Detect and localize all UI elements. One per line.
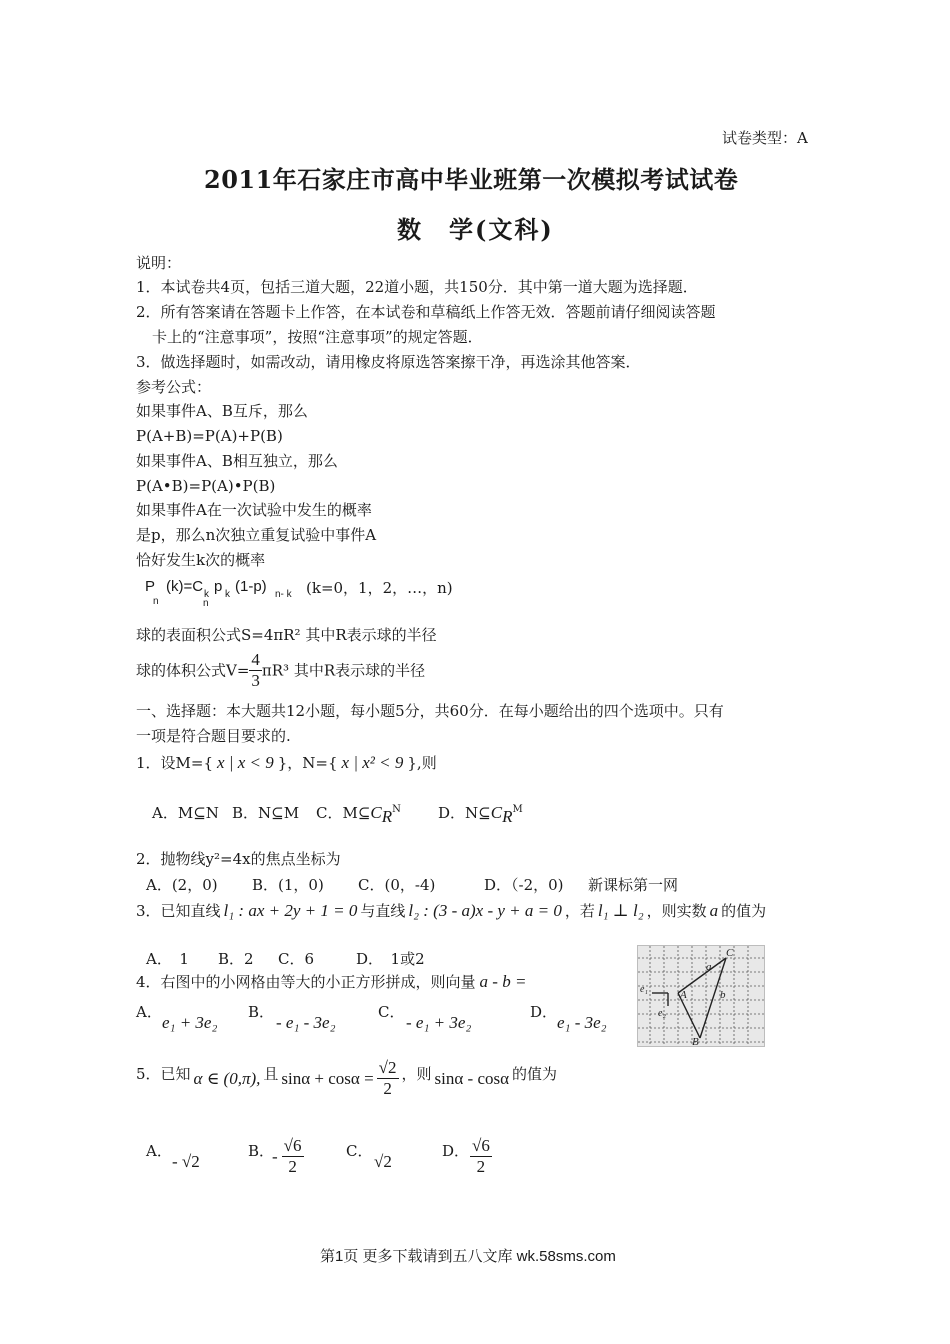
- q5-option-b-label: B．: [248, 1142, 275, 1160]
- q1-option-c-prefix: C．M⊆: [316, 804, 371, 822]
- q2-option-c: C．(0，-4): [358, 876, 436, 894]
- instruction-item: 2．所有答案请在答题卡上作答，在本试卷和草稿纸上作答无效．答题前请仔细阅读答题: [136, 303, 716, 321]
- formula-exclusive: P(A+B)=P(A)+P(B): [136, 427, 283, 445]
- binomial-body: (k)=C: [166, 578, 204, 595]
- label-b: b: [720, 989, 726, 1001]
- binomial-n-sub: n: [203, 598, 209, 609]
- binomial-sub-n: n: [153, 596, 159, 607]
- grid-lines: [638, 946, 764, 1046]
- q1-option-c-r: R: [381, 807, 393, 826]
- q1-option-d-set: M: [512, 804, 523, 815]
- paper-type: 试卷类型：A: [722, 129, 808, 147]
- section-intro: 一项是符合题目要求的.: [136, 727, 291, 745]
- q5-option-a: - √2: [172, 1152, 200, 1171]
- vector-a: [678, 958, 726, 993]
- q4-option-b: - e₁ - 3e₂: [276, 1013, 336, 1032]
- instruction-item: 1．本试卷共4页，包括三道大题，22道小题，共150分．其中第一道大题为选择题．: [136, 278, 698, 296]
- page-footer: 第1页 更多下载请到五八文库 wk.58sms.com: [320, 1248, 616, 1265]
- q4-option-d: e₁ - 3e₂: [557, 1013, 607, 1032]
- formula-independent: P(A•B)=P(A)•P(B): [136, 477, 276, 495]
- formula-independent-text: 如果事件A、B相互独立，那么: [136, 452, 338, 470]
- fraction-denominator: 2: [476, 1157, 486, 1176]
- fraction-numerator: √2: [378, 1058, 397, 1077]
- binomial-p-var: p: [214, 578, 223, 595]
- q2-option-b: B．(1，0): [252, 876, 324, 894]
- q5-end: 的值为: [512, 1065, 558, 1083]
- q5-option-d: [470, 1136, 492, 1177]
- q4-option-c: - e₁ + 3e₂: [406, 1013, 472, 1032]
- q5-and: 且: [263, 1065, 279, 1083]
- watermark-text: 新课标第一网: [588, 876, 679, 894]
- q2-option-a: A．(2，0): [146, 876, 218, 894]
- sphere-area-formula: 球的表面积公式S=4πR² 其中R表示球的半径: [136, 626, 437, 644]
- q5-lead: 5．已知: [136, 1065, 191, 1083]
- q1-set-m: x | x < 9: [217, 753, 274, 772]
- q5-condition: α ∈ (0,π),: [193, 1068, 261, 1088]
- fraction-numerator: √6: [283, 1136, 302, 1155]
- sphere-volume-prefix: 球的体积公式V=: [136, 661, 250, 680]
- fraction-denominator: 3: [251, 671, 260, 690]
- q5-fraction: [377, 1058, 399, 1099]
- binomial-nk-exp: n- k: [275, 589, 292, 600]
- instruction-item: 3．做选择题时，如需改动，请用橡皮将原选答案擦干净，再选涂其他答案．: [136, 353, 641, 371]
- q4-option-d-label: D．: [530, 1003, 558, 1021]
- label-e2: e₂: [658, 1008, 666, 1019]
- q5-target: sinα - cosα: [434, 1068, 510, 1088]
- binomial-range: (k=0，1，2，…，n): [306, 579, 453, 597]
- q5-option-c: √2: [374, 1152, 392, 1171]
- q1-option-c: [316, 802, 401, 827]
- q1-option-c-complement: C: [370, 803, 382, 822]
- q5-option-b-sign: -: [272, 1146, 278, 1166]
- q3-perpendicular: l₁ ⊥ l₂: [597, 901, 644, 920]
- q3-if: ，若: [564, 902, 595, 920]
- q4-option-c-label: C．: [378, 1003, 405, 1021]
- q5-expression: sinα + cosα =: [281, 1068, 374, 1088]
- instruction-item: 卡上的“注意事项”，按照“注意事项”的规定答题．: [152, 328, 483, 346]
- binomial-k-sub: k: [204, 589, 209, 600]
- question-4: [136, 972, 526, 992]
- q5-option-b: [272, 1136, 304, 1177]
- q3-option-d: D． 1或2: [356, 950, 425, 968]
- q5-option-c-label: C．: [346, 1142, 373, 1160]
- fraction-denominator: 2: [383, 1079, 392, 1098]
- q1-option-d-complement: C: [490, 803, 503, 822]
- q4-option-b-label: B．: [248, 1003, 275, 1021]
- label-B: B: [692, 1036, 699, 1046]
- label-e1: e₁: [640, 984, 648, 995]
- q4-option-a-label: A．: [136, 1003, 162, 1021]
- formula-binomial-text: 恰好发生k次的概率: [136, 551, 266, 569]
- q2-option-d: D．（-2，0): [484, 876, 564, 894]
- q3-option-a: A． 1: [146, 950, 189, 968]
- q3-var-a: a: [709, 901, 719, 920]
- binomial-one-minus-p: (1-p): [235, 578, 267, 595]
- q3-option-b: B．2: [218, 950, 254, 968]
- exam-subtitle: 数 学(文科): [397, 215, 554, 244]
- q1-option-c-set: N: [392, 804, 401, 815]
- q1-option-b: B．N⊆M: [232, 804, 300, 822]
- q5-option-a-label: A．: [146, 1142, 172, 1160]
- q4-expression: a - b =: [479, 972, 527, 991]
- binomial-p: P: [145, 578, 156, 595]
- q1-lead: 1．设M={: [136, 754, 214, 772]
- question-5: [136, 1058, 557, 1110]
- sphere-volume-fraction: [249, 650, 262, 691]
- question-1: [136, 753, 437, 773]
- q3-end: 的值为: [721, 902, 767, 920]
- formula-binomial-text: 是p，那么n次独立重复试验中事件A: [136, 526, 377, 544]
- q5-option-d-fraction: [470, 1136, 492, 1177]
- q4-stem: 4．右图中的小网格由等大的小正方形拼成，则向量: [136, 973, 476, 991]
- question-2: 2．抛物线y²=4x的焦点坐标为: [136, 850, 341, 868]
- q1-option-d-prefix: D．N⊆: [438, 804, 491, 822]
- fraction-numerator: 4: [251, 650, 260, 669]
- q1-option-a: A．M⊆N: [152, 804, 219, 822]
- vector-grid-svg: [638, 946, 764, 1046]
- q3-mid: 与直线: [360, 902, 406, 920]
- sphere-volume-suffix: πR³ 其中R表示球的半径: [261, 661, 426, 680]
- label-a: a: [706, 961, 712, 973]
- q3-tail: ，则实数: [646, 902, 707, 920]
- q5-option-d-label: D．: [442, 1142, 470, 1160]
- exam-title: 2011年石家庄市高中毕业班第一次模拟考试试卷: [204, 165, 739, 194]
- q5-option-b-fraction: [282, 1136, 304, 1177]
- section-intro: 一、选择题：本大题共12小题，每小题5分，共60分．在每小题给出的四个选项中。只有: [136, 702, 724, 720]
- formula-binomial-text: 如果事件A在一次试验中发生的概率: [136, 501, 372, 519]
- q3-lead: 3．已知直线: [136, 902, 221, 920]
- label-C: C: [726, 947, 734, 959]
- vectors: [652, 958, 726, 1038]
- q1-option-d-r: R: [502, 807, 513, 826]
- q3-line-1: l₁ : ax + 2y + 1 = 0: [223, 901, 358, 920]
- formula-exclusive-text: 如果事件A、B互斥，那么: [136, 402, 308, 420]
- q1-set-n: x | x² < 9: [341, 753, 404, 772]
- q1-option-d: [438, 802, 523, 827]
- vector-grid-figure: [637, 945, 765, 1047]
- formulas-heading: 参考公式：: [136, 378, 212, 396]
- binomial-formula: [145, 578, 155, 595]
- q4-option-a: e₁ + 3e₂: [162, 1013, 218, 1032]
- q3-option-c: C．6: [278, 950, 315, 968]
- q1-mid: }，N={: [277, 754, 338, 772]
- instructions-heading: 说明：: [136, 254, 182, 272]
- q5-then: ，则: [401, 1065, 432, 1083]
- label-A: A: [680, 989, 687, 1001]
- q3-line-2: l₂ : (3 - a)x - y + a = 0: [408, 901, 562, 920]
- sphere-volume-formula: [136, 650, 425, 696]
- binomial-k-exp: k: [225, 589, 230, 600]
- q1-tail: },则: [407, 754, 437, 772]
- question-3: [136, 901, 766, 921]
- fraction-numerator: √6: [472, 1136, 490, 1155]
- fraction-denominator: 2: [288, 1157, 297, 1176]
